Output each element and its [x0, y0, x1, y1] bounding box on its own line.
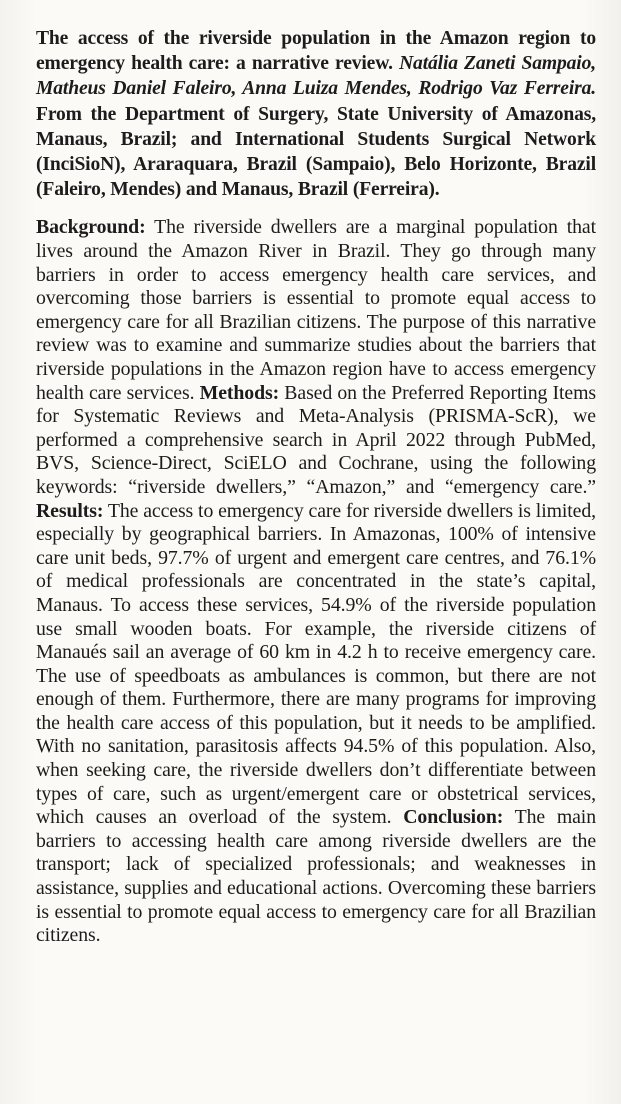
results-label: Results: — [36, 499, 104, 522]
background-text: The riverside dwellers are a marginal population that lives around the Amazon River in Brazil. They go through many barriers in order to access emergency health care services, and overcoming those barriers is essential to promote equal access to emergency care for all Brazilian citizens. The purpose of this narrative review was to examine and summarize studies about the barriers that riverside populations in the Amazon region have to access emergency health care services. — [36, 216, 596, 404]
background-label: Background: — [36, 216, 146, 239]
methods-text: Based on the Preferred Reporting Items for Systematic Reviews and Meta-Analysis (PRISMA-ScR), we performed a comprehensive search in April 2022 through PubMed, BVS, Science-Direct, SciELO and Cochrane, using the following keywords: “riverside dwellers,” “Amazon,” and “emergency care.” — [36, 381, 596, 498]
abstract-block — [36, 26, 596, 948]
conclusion-label: Conclusion: — [403, 806, 504, 829]
affiliation: From the Department of Surgery, State University of Amazonas, Manaus, Brazil; and International Students Surgical Network (InciSioN), Araraquara, Brazil (Sampaio), Belo Horizonte, Brazil (Faleiro, Mendes) and Manaus, Brazil (Ferreira). — [36, 103, 596, 201]
author-list: Natália Zaneti Sampaio, Matheus Daniel Faleiro, Anna Luiza Mendes, Rodrigo Vaz Ferreira. — [36, 53, 597, 100]
methods-label: Methods: — [199, 381, 280, 404]
conclusion-text: The main barriers to accessing health care among riverside dwellers are the transport; lack of specialized professionals; and weaknesses in assistance, supplies and educational actions. Overcoming these barriers is essential to promote equal access to emergency care for all Brazilian citizens. — [36, 806, 596, 947]
paper-title: The access of the riverside population in the Amazon region to emergency health care: a narrative review. — [36, 28, 596, 75]
results-text: The access to emergency care for riverside dwellers is limited, especially by geographical barriers. In Amazonas, 100% of intensive care unit beds, 97.7% of urgent and emergent care centres, and 76.1% of medical professionals are concentrated in the state’s capital, Manaus. To access these services, 54.9% of the riverside population use small wooden boats. For example, the riverside citizens of Manaués sail an average of 60 km in 4.2 h to receive emergency care. The use of speedboats as ambulances is common, but there are not enough of them. Furthermore, there are many programs for improving the health care access of this population, but it needs to be amplified. With no sanitation, parasitosis affects 94.5% of this population. Also, when seeking care, the riverside dwellers don’t differentiate between types of care, such as urgent/emergent care or obstetrical services, which causes an overload of the system. — [36, 499, 596, 829]
abstract-body — [36, 216, 596, 947]
abstract-header — [36, 26, 596, 202]
